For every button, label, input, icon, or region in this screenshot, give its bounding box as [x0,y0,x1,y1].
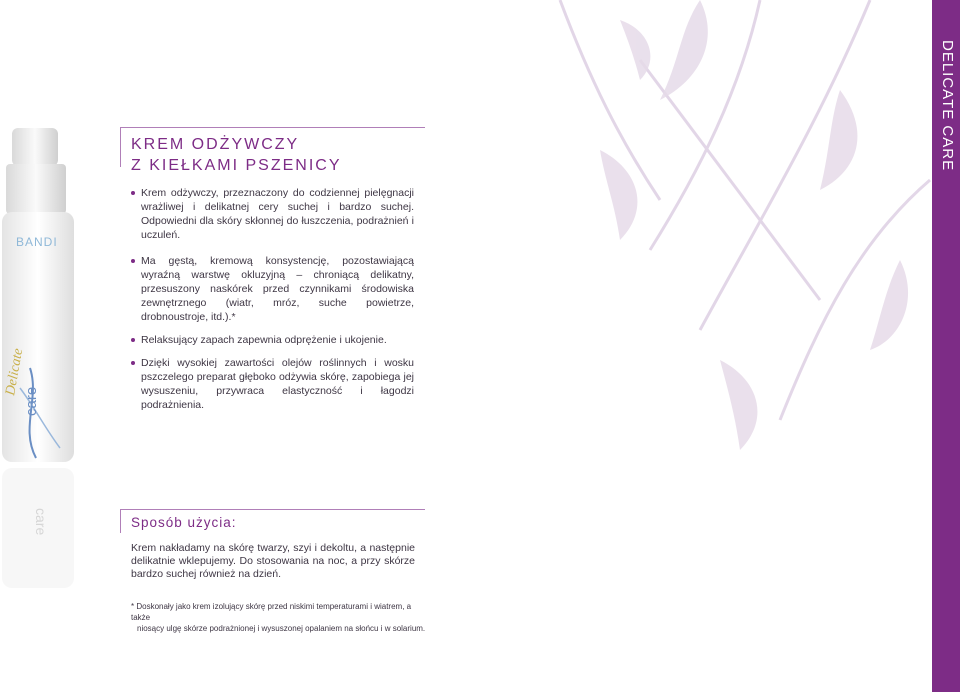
list-item: Ma gęstą, kremową konsystencję, pozostawiającą wyraźną warstwę okluzyjną – chroniącą delikatny, przesuszony naskórek przed czynnikami środowiska zewnętrznego (wiatr, mróz, suche powietrze, drobnoustroje, itd.).* [131,254,414,324]
svg-text:Delicate: Delicate [3,347,27,397]
benefits-list [131,186,414,424]
title-rule-vertical [120,127,121,167]
product-title-line2: Z KIEŁKAMI PSZENICY [131,157,342,174]
side-tab-label: DELICATE CARE [939,40,956,172]
product-title-line1: KREM ODŻYWCZY [131,136,300,153]
svg-text:care: care [23,386,40,416]
usage-text: Krem nakładamy na skórę twarzy, szyi i dekoltu, a następnie delikatnie wklepujemy. Do stosowania na noc, a przy skórze bardzo suchej również na dzień. [131,542,415,580]
svg-text:BANDI: BANDI [16,235,58,249]
footnote-line1: * Doskonały jako krem izolujący skórę przed niskimi temperaturami i wiatrem, a także [131,602,412,622]
list-item: Relaksujący zapach zapewnia odprężenie i ukojenie. [131,333,414,347]
footnote [131,601,431,634]
footnote-line2: niosący ulgę skórze podrażnionej i wysuszonej opalaniem na słońcu i w solarium. [137,624,426,633]
usage-rule-vertical [120,509,121,533]
list-item: Dzięki wysokiej zawartości olejów roślinnych i wosku pszczelego preparat głęboko odżywia skórę, zapobiega jej wysuszeniu, przywraca elastyczność i łagodzi podrażnienia. [131,356,414,412]
usage-heading: Sposób użycia: [131,515,237,530]
title-rule-horizontal [120,127,425,128]
product-bottle-image [0,128,92,688]
usage-rule-horizontal [120,509,425,510]
svg-text:care: care [33,508,49,536]
list-item: Krem odżywczy, przeznaczony do codziennej pielęgnacji wrażliwej i delikatnej cery suchej i bardzo suchej. Odpowiedni dla skóry skłonnej do łuszczenia, podrażnień i uczuleń. [131,186,414,242]
side-tab [932,0,960,692]
product-title [131,134,341,176]
